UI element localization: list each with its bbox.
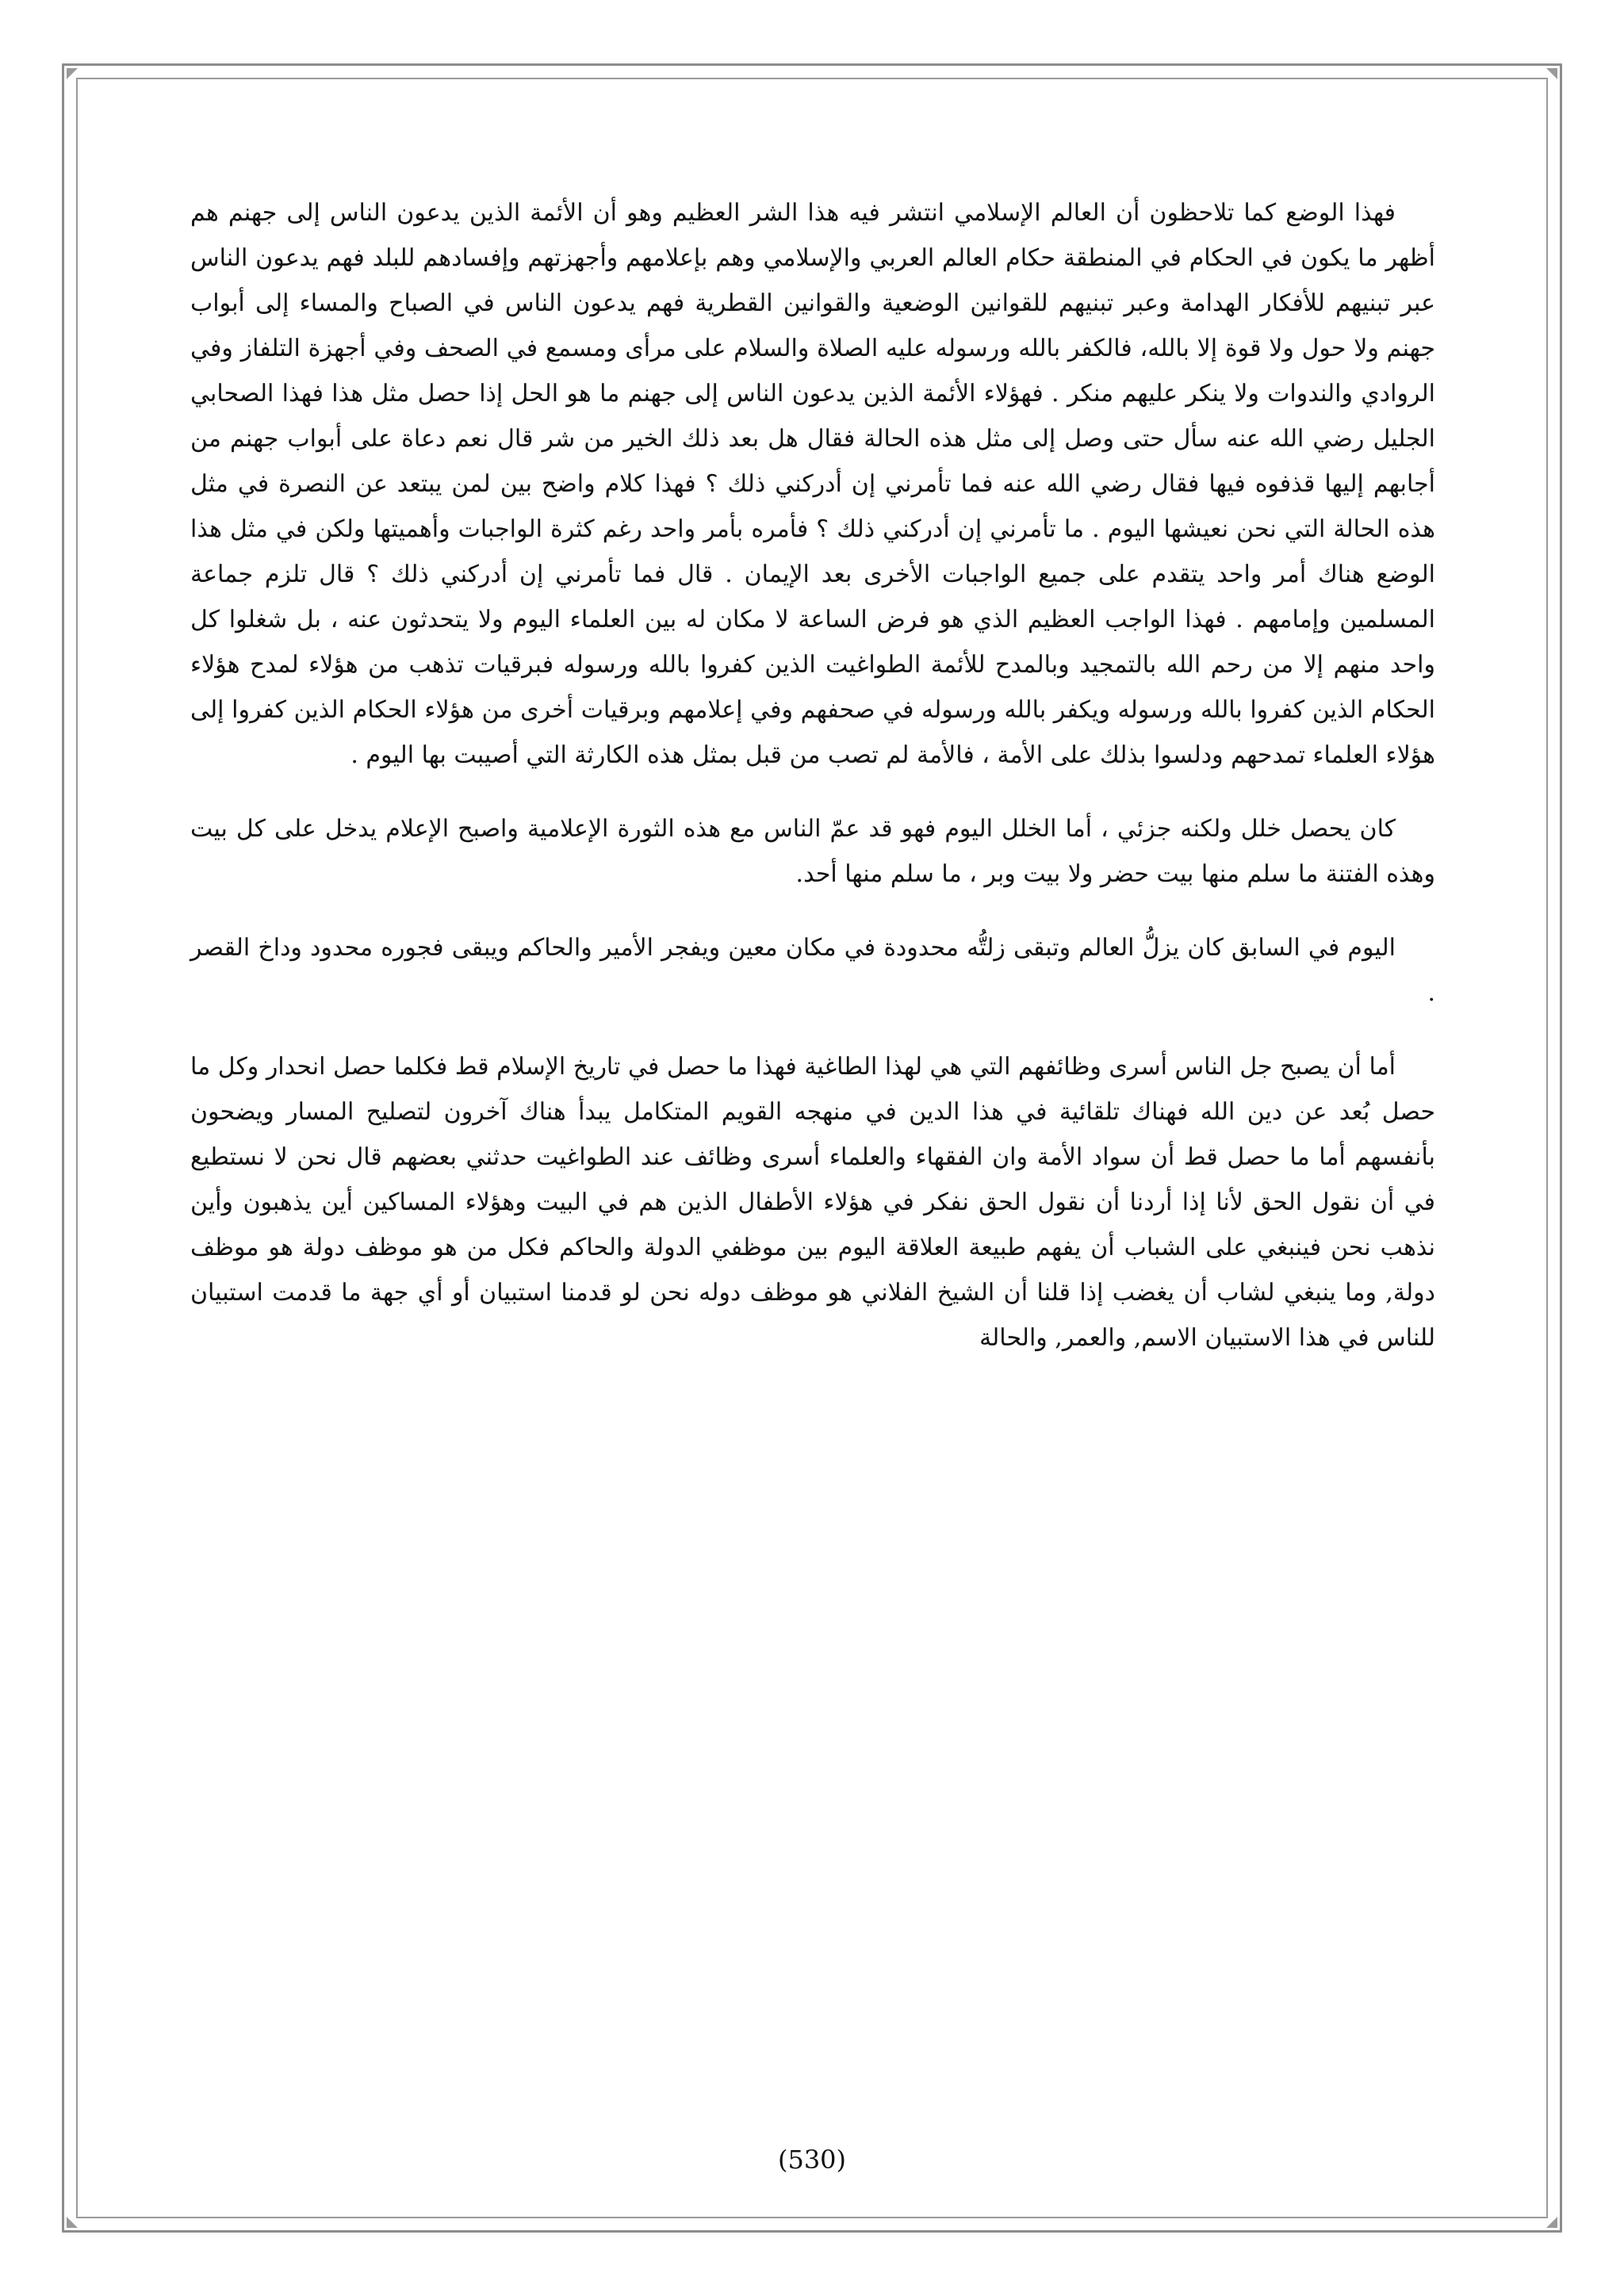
paragraph-2: كان يحصل خلل ولكنه جزئي ، أما الخلل اليوم فهو قد عمّ الناس مع هذه الثورة الإعلامية واصبح الإعلام يدخل على كل بيت وهذه الفتنة ما سلم منها بيت حضر ولا بيت وبر ، ما سلم منها أحد. <box>190 815 1435 888</box>
paragraph-3: اليوم في السابق كان يزلُّ العالم وتبقى زلتُّه محدودة في مكان معين ويفجر الأمير والحاكم ويبقى فجوره محدود وداخ القصر . <box>190 934 1435 1007</box>
paragraph-4: أما أن يصبح جل الناس أسرى وظائفهم التي هي لهذا الطاغية فهذا ما حصل في تاريخ الإسلام قط فكلما حصل انحدار وكل ما حصل بُعد عن دين الله فهناك تلقائية في هذا الدين في منهجه القويم المتكامل يبدأ هناك آخرون لتصليح المسار ويضحون بأنفسهم أما ما حصل قط أن سواد الأمة وان الفقهاء والعلماء أسرى وظائف عند الطواغيت حدثني بعضهم قال نحن لا نستطيع في أن نقول الحق لأنا إذا أردنا أن نقول الحق نفكر في هؤلاء الأطفال الذين هم في البيت وهؤلاء المساكين أين يذهبون وأين نذهب نحن فينبغي على الشباب أن يفهم طبيعة العلاقة اليوم بين موظفي الدولة والحاكم فكل من هو موظف دولة هو موظف دولة, وما ينبغي لشاب أن يغضب إذا قلنا أن الشيخ الفلاني هو موظف دوله نحن لو قدمنا استبيان أو أي جهة ما قدمت استبيان للناس في هذا الاستبيان الاسم, والعمر, والحالة <box>190 1053 1435 1352</box>
page-number: (530) <box>777 2145 847 2175</box>
border-corner-top-left <box>67 68 78 79</box>
border-corner-bottom-right <box>1546 2217 1557 2228</box>
border-corner-bottom-left <box>67 2217 78 2228</box>
border-corner-top-right <box>1546 68 1557 79</box>
paragraph-1: فهذا الوضع كما تلاحظون أن العالم الإسلامي انتشر فيه هذا الشر العظيم وهو أن الأئمة الذين يدعون الناس إلى جهنم هم أظهر ما يكون في الحكام في المنطقة حكام العالم العربي والإسلامي وهم بإعلامهم وأجهزتهم وإفسادهم للبلد فهم يدعون الناس عبر تبنيهم للأفكار الهدامة وعبر تبنيهم للقوانين الوضعية والقوانين القطرية فهم يدعون الناس في الصباح والمساء إلى أبواب جهنم ولا حول ولا قوة إلا بالله، فالكفر بالله ورسوله عليه الصلاة والسلام على مرأى ومسمع في الصحف وفي أجهزة التلفاز وفي الروادي والندوات ولا ينكر عليهم منكر . فهؤلاء الأئمة الذين يدعون الناس إلى جهنم ما هو الحل إذا حصل مثل هذا فهذا الصحابي الجليل رضي الله عنه سأل حتى وصل إلى مثل هذه الحالة فقال هل بعد ذلك الخير من شر قال نعم دعاة على أبواب جهنم من أجابهم إليها قذفوه فيها فقال رضي الله عنه فما تأمرني إن أدركني ذلك ؟ فهذا كلام واضح بين لمن يبتعد عن النصرة في مثل هذه الحالة التي نحن نعيشها اليوم . ما تأمرني إن أدركني ذلك ؟ فأمره بأمر واحد رغم كثرة الواجبات وأهميتها ولكن في مثل هذا الوضع هناك أمر واحد يتقدم على جميع الواجبات الأخرى بعد الإيمان . قال فما تأمرني إن أدركني ذلك ؟ قال تلزم جماعة المسلمين وإمامهم . فهذا الواجب العظيم الذي هو فرض الساعة لا مكان له بين العلماء اليوم ولا يتحدثون عنه ، بل شغلوا كل واحد منهم إلا من رحم الله بالتمجيد وبالمدح للأئمة الطواغيت الذين كفروا بالله ورسوله فبرقيات تذهب من هؤلاء لمدح هؤلاء الحكام الذين كفروا بالله ورسوله ويكفر بالله ورسوله في صحفهم وفي إعلامهم وبرقيات أخرى من هؤلاء الحكام الذين كفروا إلى هؤلاء العلماء تمدحهم ودلسوا بذلك على الأمة ، فالأمة لم تصب من قبل بمثل هذه الكارثة التي أصيبت بها اليوم . <box>190 199 1435 769</box>
document-body <box>190 190 1435 1389</box>
